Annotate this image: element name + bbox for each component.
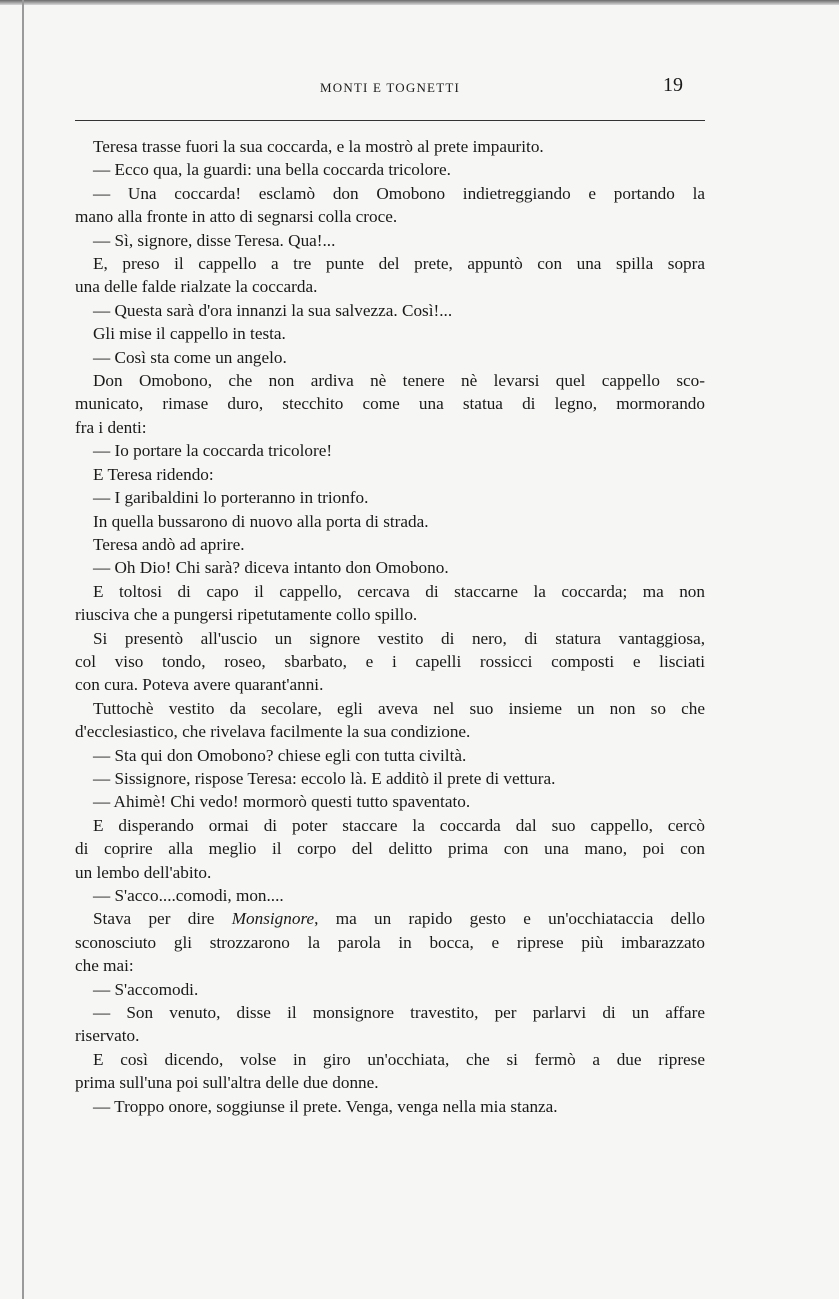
body-text [75, 135, 705, 1118]
text-line: Gli mise il cappello in testa. [93, 324, 286, 344]
scan-top-border [0, 0, 839, 5]
page-header [75, 74, 705, 102]
text-line: — Oh Dio! Chi sarà? diceva intanto don Omobono. [93, 558, 449, 578]
text-line: una delle falde rialzate la coccarda. [75, 277, 318, 297]
text-line: In quella bussarono di nuovo alla porta di strada. [93, 511, 429, 531]
text-line: riusciva che a pungersi ripetutamente collo spillo. [75, 605, 418, 625]
text-line: che mai: [75, 956, 134, 976]
text-line: fra i denti: [75, 417, 147, 437]
text-line: di coprire alla meglio il corpo del delitto prima con una mano, poi con [75, 839, 705, 859]
text-line: un lembo dell'abito. [75, 862, 212, 882]
text-line: — Sissignore, rispose Teresa: eccolo là. E additò il prete di vettura. [93, 768, 556, 788]
italic-word: Monsignore [231, 909, 315, 929]
text-line: — Questa sarà d'ora innanzi la sua salvezza. Così!... [93, 300, 453, 320]
text-line: E così dicendo, volse in giro un'occhiata, che si fermò a due riprese [93, 1049, 705, 1069]
text-line: — Ahimè! Chi vedo! mormorò questi tutto spaventato. [93, 792, 471, 812]
text-line: E disperando ormai di poter staccare la coccarda dal suo cappello, cercò [93, 815, 705, 835]
text-line: col viso tondo, roseo, sbarbato, e i capelli rossicci composti e lisciati [75, 651, 705, 671]
text-line: Teresa andò ad aprire. [93, 534, 245, 554]
text-line: prima sull'una poi sull'altra delle due donne. [75, 1073, 379, 1093]
running-head: MONTI E TOGNETTI [319, 80, 461, 95]
text-line: — Sta qui don Omobono? chiese egli con tutta civiltà. [93, 745, 467, 765]
text-line: municato, rimase duro, stecchito come una statua di legno, mormorando [75, 394, 705, 414]
text-line: — Ecco qua, la guardi: una bella coccarda tricolore. [93, 160, 451, 180]
text-line: Teresa trasse fuori la sua coccarda, e la mostrò al prete impaurito. [93, 137, 544, 156]
text-line: sconosciuto gli strozzarono la parola in bocca, e riprese più imbarazzato [75, 932, 705, 952]
text-line: d'ecclesiastico, che rivelava facilmente la sua condizione. [75, 722, 471, 742]
text-line: riservato. [75, 1026, 140, 1046]
page-number: 19 [663, 74, 683, 96]
text-line: — Son venuto, disse il monsignore travestito, per parlarvi di un affare [93, 1003, 705, 1023]
text-line: E, preso il cappello a tre punte del prete, appuntò con una spilla sopra [93, 254, 705, 274]
text-span: , ma un rapido gesto e un'occhiataccia dello [314, 909, 705, 929]
scan-left-border [22, 0, 24, 1299]
text-line: — Io portare la coccarda tricolore! [93, 441, 333, 461]
header-rule [75, 120, 705, 121]
text-line: Si presentò all'uscio un signore vestito di nero, di statura vantaggiosa, [93, 628, 705, 648]
text-line: mano alla fronte in atto di segnarsi colla croce. [75, 207, 398, 227]
text-span: Stava per dire [93, 909, 232, 929]
text-line: — Sì, signore, disse Teresa. Qua!... [93, 230, 336, 250]
text-line: — Una coccarda! esclamò don Omobono indietreggiando e portando la [93, 183, 705, 203]
text-line: — S'accomodi. [93, 979, 199, 999]
text-line: — Così sta come un angelo. [93, 347, 287, 367]
text-line [75, 907, 705, 930]
text-line: E toltosi di capo il cappello, cercava di staccarne la coccarda; ma non [93, 581, 705, 601]
text-line: — S'acco....comodi, mon.... [93, 886, 284, 905]
text-line: Tuttochè vestito da secolare, egli aveva nel suo insieme un non so che [93, 698, 705, 718]
text-line: Don Omobono, che non ardiva nè tenere nè levarsi quel cappello sco- [93, 371, 705, 391]
text-line: con cura. Poteva avere quarant'anni. [75, 675, 324, 695]
text-line: — Troppo onore, soggiunse il prete. Venga, venga nella mia stanza. [93, 1096, 558, 1116]
text-line: E Teresa ridendo: [93, 464, 214, 484]
text-line: — I garibaldini lo porteranno in trionfo. [93, 488, 369, 508]
